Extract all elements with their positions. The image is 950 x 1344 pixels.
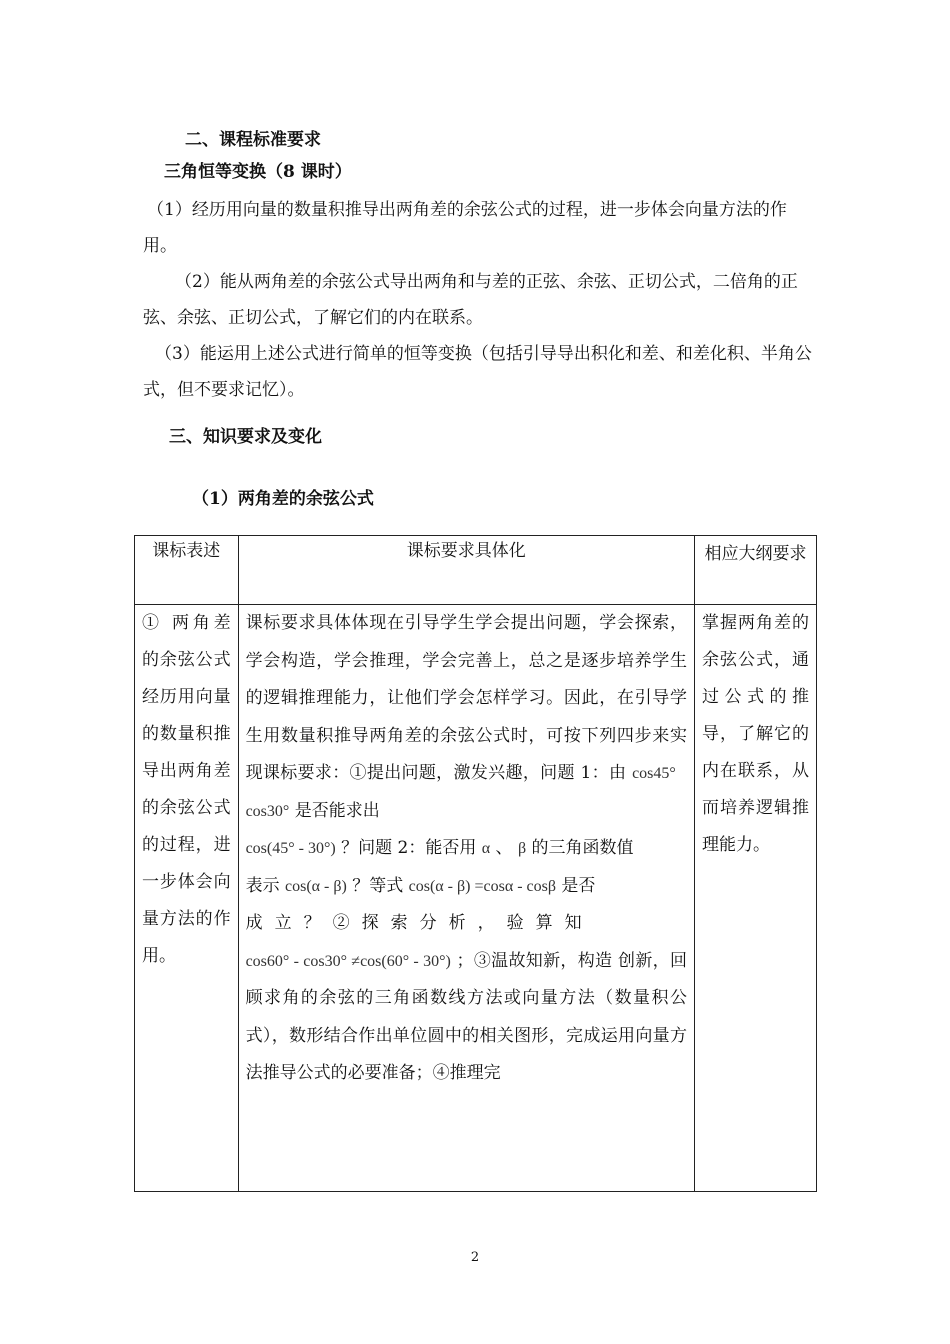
formula-cos-diff-45-30: cos(45° - 30°) xyxy=(245,840,336,857)
table-caption: （1）两角差的余弦公式 xyxy=(192,489,374,509)
detail-text-8: 是否 xyxy=(561,875,596,896)
cell-syllabus-text: 掌握两角差的余弦公式，通过公式的推导，了解它的内在联系，从而培养逻辑推理能力。 xyxy=(701,613,809,855)
formula-inequality: cos60° - cos30° ≠cos(60° - 30°) xyxy=(245,952,451,970)
formula-beta: β xyxy=(517,840,527,857)
detail-text-4: 、 xyxy=(495,838,513,858)
header-col2: 课标要求具体化 xyxy=(238,536,694,605)
detail-text-7: ？等式 xyxy=(352,875,404,896)
header-col1: 课标表述 xyxy=(135,536,239,605)
formula-alpha: α xyxy=(481,840,491,857)
cell-detail xyxy=(238,605,694,1192)
cell-syllabus xyxy=(694,605,816,1192)
header-col3: 相应大纲要求 xyxy=(694,536,816,605)
requirement-2: （2）能从两角差的余弦公式导出两角和与差的正弦、余弦、正切公式，二倍角的正弦、余弦、正切公式，了解它们的内在联系。 xyxy=(143,272,798,328)
cell-standard xyxy=(135,605,239,1192)
detail-text-5: 的三角函数值 xyxy=(531,838,634,858)
cell-standard-text: ① 两角差的余弦公式 经历用向量的数量积推导出两角差的余弦公式的过程，进一步体会向量方法的作用。 xyxy=(142,613,231,966)
detail-text-6: 表示 xyxy=(245,875,280,896)
detail-text-3: ？问题 2：能否用 xyxy=(341,838,477,858)
requirement-3: （3）能运用上述公式进行简单的恒等变换（包括引导导出积化和差、和差化积、半角公式，但不要求记忆）。 xyxy=(143,344,812,400)
detail-text-11: 创新，回顾求角的余弦的三角函数线方法或向量方法（数量积公式），数形结合作出单位圆中的相关图形，完成运用向量方法推导公式的必要准备；④推理完 xyxy=(245,950,687,1083)
table-header-row xyxy=(135,536,817,605)
standards-table xyxy=(134,535,817,1192)
requirement-1-text: （1）经历用向量的数量积推导出两角差的余弦公式的过程，进一步体会向量方法的作用。 xyxy=(143,200,787,256)
formula-equation: cos(α - β) =cosα - cosβ xyxy=(408,877,557,895)
table-row xyxy=(135,605,817,1192)
detail-text-1: 课标要求具体体现在引导学生学会提出问题，学会探索，学会构造，学会推理，学会完善上，总之是逐步培养学生的逻辑推理能力，让他们学会怎样学习。因此，在引导学生用数量积推导两角差的余弦公式时，可按下列四步来实现课标要求：①提出问题，激发兴趣，问题 1：由 xyxy=(245,613,687,783)
subsection-heading: 三角恒等变换（8 课时） xyxy=(164,162,352,182)
detail-text-10: ；③温故知新，构造 xyxy=(456,950,613,971)
detail-text-2: 是否能求出 xyxy=(294,800,380,821)
formula-cos45: cos45° xyxy=(632,765,676,782)
formula-cos30: cos30° xyxy=(245,802,290,820)
detail-text-9: 成立？②探索分析，验算知 xyxy=(245,913,594,933)
requirement-1 xyxy=(143,192,818,264)
page-number: 2 xyxy=(470,1250,480,1265)
formula-cos-alpha-minus-beta: cos(α - β) xyxy=(284,877,347,895)
section-heading-3: 三、知识要求及变化 xyxy=(169,427,322,447)
section-heading-2: 二、课程标准要求 xyxy=(185,130,321,150)
